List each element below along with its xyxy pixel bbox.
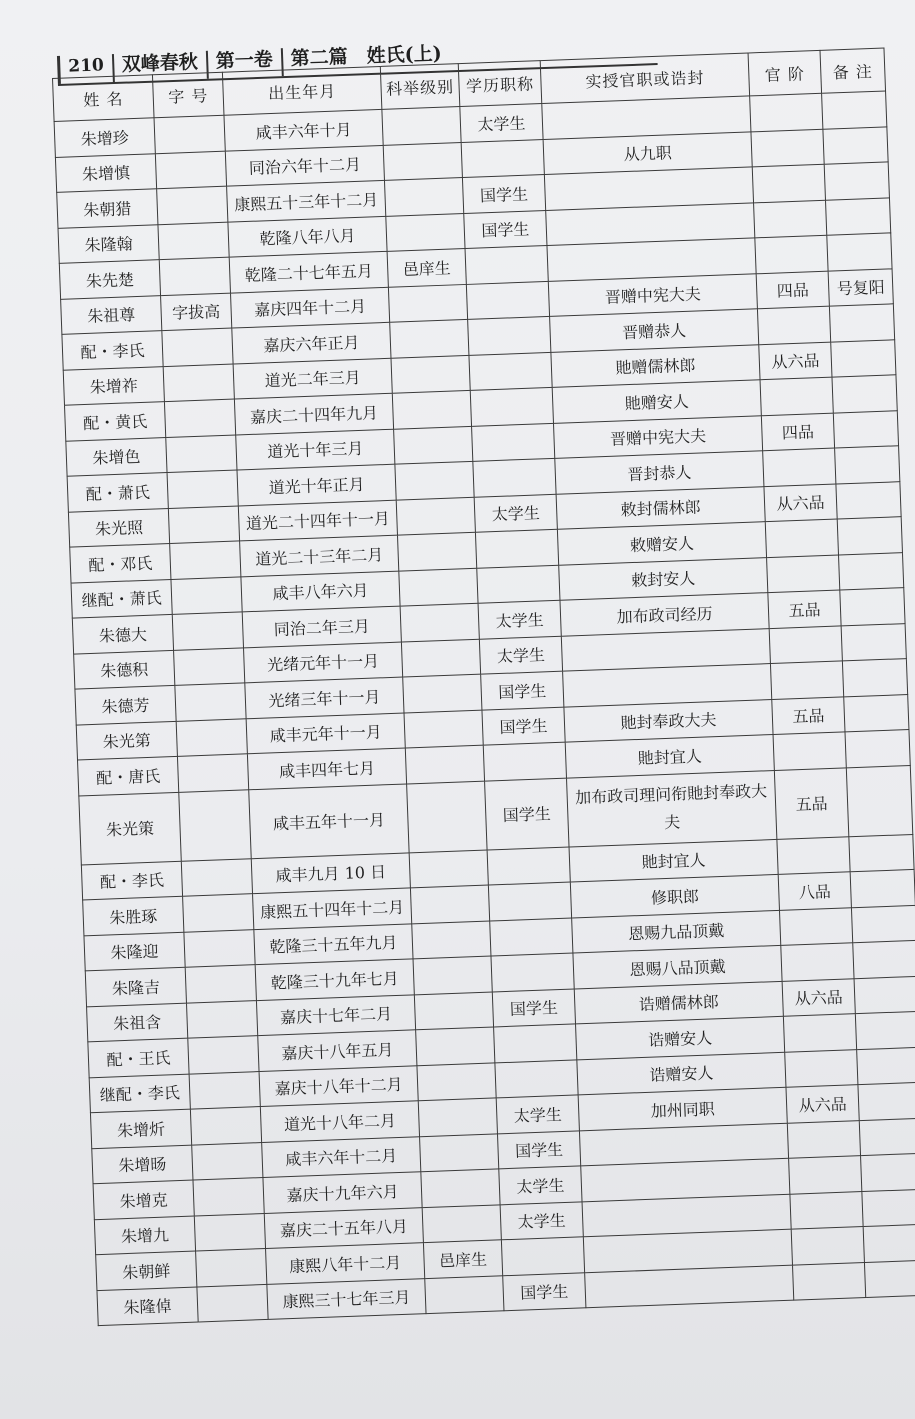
cell-birth: 咸丰六年十二月 (262, 1136, 421, 1177)
cell-name: 配・萧氏 (67, 473, 168, 512)
cell-birth: 乾隆三十五年九月 (254, 923, 413, 964)
cell-xueli (477, 565, 560, 603)
cell-guanjie: 五品 (772, 696, 845, 734)
cell-guanjie (757, 306, 830, 344)
cell-note: 号复阳 (828, 268, 893, 306)
cell-guanjie (767, 555, 840, 593)
cell-xueli: 太学生 (478, 600, 561, 638)
cell-note (838, 552, 903, 590)
cell-xueli (487, 847, 570, 885)
cell-name: 朱增珍 (54, 118, 155, 157)
cell-shishou: 敕封安人 (559, 557, 768, 600)
cell-zi (193, 1178, 264, 1216)
cell-keju: 邑庠生 (387, 248, 466, 286)
cell-guanjie (787, 1120, 860, 1158)
cell-birth: 道光十八年二月 (260, 1101, 419, 1142)
cell-zi (184, 929, 255, 967)
cell-guanjie (785, 1049, 858, 1087)
cell-name: 朱增色 (66, 437, 167, 476)
cell-xueli (483, 742, 566, 780)
cell-name: 朱朝鲜 (96, 1251, 197, 1290)
cell-zi (167, 470, 238, 508)
cell-shishou: 修职郎 (570, 874, 779, 917)
cell-note (859, 1118, 915, 1156)
cell-name: 配・李氏 (62, 331, 163, 370)
cell-name: 朱德芳 (75, 685, 176, 724)
cell-keju (407, 781, 487, 853)
col-header-xueli: 学历职称 (458, 61, 542, 107)
cell-note (825, 197, 890, 235)
cell-guanjie (777, 836, 850, 874)
cell-guanjie: 五品 (774, 767, 848, 839)
cell-xueli (491, 953, 574, 991)
cell-zi (175, 683, 246, 721)
cell-name: 朱先楚 (59, 260, 160, 299)
cell-zi (177, 754, 248, 792)
cell-guanjie: 五品 (768, 590, 841, 628)
cell-xueli (501, 1237, 584, 1275)
cell-keju (392, 390, 471, 428)
cell-note (842, 659, 907, 697)
cell-keju (394, 426, 473, 464)
cell-shishou (585, 1265, 794, 1308)
cell-guanjie (752, 164, 825, 202)
cell-guanjie (765, 519, 838, 557)
cell-guanjie: 从六品 (782, 978, 855, 1016)
cell-name: 朱朝猎 (57, 189, 158, 228)
cell-xueli: 国学生 (481, 671, 564, 709)
cell-name: 朱增炘 (90, 1109, 191, 1148)
cell-shishou: 加布政司经历 (560, 593, 769, 636)
cell-note (864, 1260, 915, 1298)
cell-zi (155, 151, 226, 189)
cell-name: 朱隆倬 (97, 1287, 198, 1326)
col-header-shishou: 实授官职或诰封 (540, 53, 749, 104)
col-header-guanjie: 官 阶 (748, 50, 822, 96)
chapter-label: 第二篇 姓氏(上) (280, 42, 450, 76)
cell-zi (168, 505, 239, 543)
cell-keju (405, 745, 484, 783)
cell-xueli (488, 882, 571, 920)
cell-note (861, 1153, 915, 1191)
cell-name: 配・黄氏 (65, 402, 166, 441)
cell-birth: 道光十年三月 (236, 429, 395, 470)
cell-zi (166, 435, 237, 473)
cell-keju (390, 319, 469, 357)
cell-name: 朱增祚 (63, 366, 164, 405)
cell-keju (383, 142, 462, 180)
cell-birth: 嘉庆十九年六月 (263, 1172, 422, 1213)
cell-keju (395, 461, 474, 499)
cell-keju (384, 178, 463, 216)
cell-zi (163, 364, 234, 402)
cell-note (855, 1011, 915, 1049)
cell-shishou: 晋赠中宪大夫 (548, 273, 757, 316)
cell-note (851, 905, 915, 943)
cell-keju (403, 674, 482, 712)
col-header-birth: 出生年月 (222, 66, 381, 115)
cell-guanjie (783, 1014, 856, 1052)
cell-guanjie (790, 1191, 863, 1229)
cell-shishou: 貤赠安人 (552, 380, 761, 423)
cell-guanjie (792, 1262, 865, 1300)
cell-keju (388, 284, 467, 322)
cell-name: 朱隆吉 (85, 967, 186, 1006)
col-header-zi: 字 号 (152, 72, 224, 118)
cell-note (863, 1224, 915, 1262)
cell-xueli (469, 352, 552, 390)
cell-guanjie (763, 448, 836, 486)
cell-birth: 乾隆二十七年五月 (229, 251, 388, 292)
cell-guanjie: 八品 (778, 872, 851, 910)
cell-zi (157, 186, 228, 224)
cell-shishou: 敕赠安人 (557, 522, 766, 565)
cell-zi (196, 1248, 267, 1286)
genealogy-table (52, 47, 915, 1326)
cell-keju (382, 107, 461, 145)
cell-shishou: 诰赠儒林郎 (574, 981, 783, 1024)
cell-note (836, 481, 901, 519)
cell-guanjie: 从六品 (764, 484, 837, 522)
cell-birth: 同治二年三月 (242, 606, 401, 647)
cell-guanjie (773, 732, 846, 770)
cell-guanjie (769, 625, 842, 663)
book-title: 双峰春秋 (111, 51, 206, 82)
cell-note (846, 765, 912, 836)
cell-birth: 咸丰九月 10 日 (251, 852, 410, 893)
cell-keju (391, 355, 470, 393)
cell-shishou: 貤赠儒林郎 (551, 344, 760, 387)
cell-birth: 道光二十三年二月 (240, 535, 399, 576)
cell-zi (190, 1107, 261, 1145)
cell-note (824, 162, 889, 200)
cell-note (840, 588, 905, 626)
cell-xueli (475, 529, 558, 567)
cell-birth: 康熙五十三年十二月 (227, 180, 386, 221)
cell-birth: 光绪三年十一月 (245, 677, 404, 718)
cell-name: 配・李氏 (81, 861, 182, 900)
cell-zi (179, 789, 251, 861)
cell-guanjie: 四品 (761, 413, 834, 451)
cell-keju (413, 956, 492, 994)
cell-note (854, 976, 915, 1014)
cell-note (822, 91, 887, 129)
cell-shishou: 从九职 (543, 131, 752, 174)
cell-name: 朱隆迎 (84, 932, 185, 971)
cell-keju (416, 1027, 495, 1065)
cell-birth: 嘉庆十八年五月 (258, 1030, 417, 1071)
cell-keju (412, 921, 491, 959)
cell-zi (170, 541, 241, 579)
cell-keju (421, 1169, 500, 1207)
cell-keju (410, 885, 489, 923)
cell-name: 配・唐氏 (78, 756, 179, 795)
cell-xueli (494, 1024, 577, 1062)
cell-name: 朱增九 (94, 1216, 195, 1255)
cell-keju (422, 1204, 501, 1242)
cell-zi (164, 399, 235, 437)
cell-keju (418, 1098, 497, 1136)
cell-guanjie (779, 907, 852, 945)
cell-guanjie (791, 1227, 864, 1265)
table-wrapper (52, 48, 915, 1398)
cell-birth: 康熙八年十二月 (266, 1243, 425, 1284)
cell-xueli (461, 139, 544, 177)
cell-note (829, 304, 894, 342)
cell-keju (414, 991, 493, 1029)
cell-zi (194, 1213, 265, 1251)
cell-guanjie (760, 377, 833, 415)
cell-guanjie (750, 93, 823, 131)
cell-birth: 嘉庆六年正月 (232, 322, 391, 363)
cell-shishou: 敕封儒林郎 (556, 486, 765, 529)
col-header-keju: 科举级别 (380, 64, 460, 110)
cell-note (853, 940, 915, 978)
cell-xueli: 国学生 (497, 1130, 580, 1168)
cell-name: 朱光第 (76, 721, 177, 760)
cell-birth: 咸丰元年十一月 (246, 713, 405, 754)
col-header-note: 备 注 (820, 48, 886, 93)
cell-shishou: 貤封奉政大夫 (564, 699, 773, 742)
cell-zi (172, 612, 243, 650)
cell-name: 朱祖尊 (61, 295, 162, 334)
cell-birth: 光绪元年十一月 (243, 642, 402, 683)
cell-xueli (495, 1059, 578, 1097)
cell-birth: 道光二年三月 (233, 358, 392, 399)
cell-shishou: 诰赠安人 (577, 1052, 786, 1095)
col-header-name: 姓 名 (53, 75, 155, 122)
cell-name: 朱增克 (93, 1180, 194, 1219)
volume-label: 第一卷 (205, 48, 281, 79)
cell-name: 朱胜琢 (83, 896, 184, 935)
cell-xueli: 国学生 (485, 778, 569, 850)
cell-birth: 乾隆八年八月 (228, 216, 387, 257)
cell-note (837, 517, 902, 555)
cell-shishou: 晋赠恭人 (550, 309, 759, 352)
cell-shishou: 加布政司理问衔貤封奉政大夫 (566, 770, 776, 847)
cell-note (849, 834, 914, 872)
cell-xueli (490, 918, 573, 956)
cell-xueli: 太学生 (499, 1166, 582, 1204)
cell-note (850, 869, 915, 907)
cell-birth: 嘉庆二十四年九月 (234, 393, 393, 434)
cell-zi (186, 1000, 257, 1038)
cell-keju (417, 1062, 496, 1100)
cell-zi: 字拔高 (161, 293, 232, 331)
cell-keju (404, 710, 483, 748)
cell-xueli: 国学生 (503, 1272, 586, 1310)
cell-birth: 乾隆三十九年七月 (255, 959, 414, 1000)
cell-keju (386, 213, 465, 251)
cell-birth: 嘉庆二十五年八月 (264, 1207, 423, 1248)
cell-zi (197, 1284, 268, 1322)
cell-xueli: 国学生 (492, 988, 575, 1026)
cell-shishou: 诰赠安人 (576, 1016, 785, 1059)
cell-keju (399, 568, 478, 606)
cell-guanjie (789, 1156, 862, 1194)
cell-name: 配・王氏 (88, 1038, 189, 1077)
cell-zi (162, 328, 233, 366)
cell-shishou: 晋封恭人 (555, 451, 764, 494)
cell-note (827, 233, 892, 271)
cell-xueli (472, 423, 555, 461)
cell-name: 朱增旸 (92, 1145, 193, 1184)
cell-xueli (466, 281, 549, 319)
cell-xueli (468, 316, 551, 354)
cell-guanjie (755, 235, 828, 273)
cell-name: 朱德积 (74, 650, 175, 689)
cell-birth: 康熙五十四年十二月 (253, 888, 412, 929)
cell-guanjie (754, 200, 827, 238)
cell-zi (154, 115, 225, 153)
cell-xueli (465, 245, 548, 283)
cell-zi (176, 718, 247, 756)
cell-xueli: 国学生 (462, 175, 545, 213)
cell-note (841, 623, 906, 661)
cell-note (857, 1047, 915, 1085)
cell-birth: 嘉庆十八年十二月 (259, 1065, 418, 1106)
cell-guanjie: 四品 (756, 271, 829, 309)
cell-birth: 咸丰六年十月 (224, 109, 383, 150)
cell-guanjie (770, 661, 843, 699)
cell-guanjie (781, 943, 854, 981)
cell-zi (183, 894, 254, 932)
cell-note (832, 375, 897, 413)
cell-name: 配・邓氏 (70, 544, 171, 583)
cell-zi (174, 647, 245, 685)
cell-xueli: 国学生 (482, 707, 565, 745)
cell-xueli: 国学生 (464, 210, 547, 248)
cell-birth: 嘉庆十七年二月 (256, 994, 415, 1035)
cell-shishou: 貤封宜人 (565, 735, 774, 778)
cell-shishou: 恩赐九品顶戴 (572, 910, 781, 953)
cell-guanjie: 从六品 (786, 1085, 859, 1123)
cell-xueli (470, 387, 553, 425)
cell-zi (188, 1036, 259, 1074)
page-number: 210 (57, 54, 112, 84)
cell-zi (159, 257, 230, 295)
cell-xueli: 太学生 (460, 104, 543, 142)
cell-birth: 咸丰八年六月 (241, 571, 400, 612)
cell-name: 朱德大 (72, 614, 173, 653)
cell-shishou: 加州同职 (578, 1087, 787, 1130)
cell-name: 朱光照 (68, 508, 169, 547)
cell-birth: 咸丰四年七月 (247, 748, 406, 789)
cell-note (858, 1082, 915, 1120)
cell-xueli: 太学生 (496, 1095, 579, 1133)
cell-name: 朱隆翰 (58, 224, 159, 263)
cell-zi (192, 1142, 263, 1180)
cell-birth: 咸丰五年十一月 (249, 783, 409, 858)
cell-keju (409, 850, 488, 888)
cell-note (833, 410, 898, 448)
cell-guanjie (751, 129, 824, 167)
cell-zi (185, 965, 256, 1003)
cell-keju (397, 532, 476, 570)
cell-xueli: 太学生 (500, 1201, 583, 1239)
cell-birth: 同治六年十二月 (225, 145, 384, 186)
cell-shishou: 貤封宜人 (569, 839, 778, 882)
cell-zi (181, 858, 252, 896)
cell-keju (400, 603, 479, 641)
cell-name: 继配・李氏 (89, 1074, 190, 1113)
cell-guanjie: 从六品 (759, 342, 832, 380)
cell-name: 朱光策 (79, 792, 181, 865)
cell-xueli: 太学生 (479, 636, 562, 674)
cell-shishou: 恩赐八品顶戴 (573, 945, 782, 988)
cell-zi (158, 222, 229, 260)
cell-birth: 道光十年正月 (237, 464, 396, 505)
cell-note (845, 730, 910, 768)
cell-name: 继配・萧氏 (71, 579, 172, 618)
cell-note (835, 446, 900, 484)
cell-keju (420, 1133, 499, 1171)
cell-note (844, 694, 909, 732)
cell-name: 朱增慎 (55, 153, 156, 192)
cell-note (862, 1189, 915, 1227)
table-body (54, 91, 915, 1326)
cell-birth: 康熙三十七年三月 (267, 1278, 426, 1319)
cell-xueli: 太学生 (474, 494, 557, 532)
cell-keju (396, 497, 475, 535)
cell-zi (189, 1071, 260, 1109)
cell-name: 朱祖含 (87, 1003, 188, 1042)
cell-note (823, 126, 888, 164)
cell-shishou: 晋赠中宪大夫 (553, 415, 762, 458)
cell-keju (401, 639, 480, 677)
cell-note (831, 339, 896, 377)
cell-zi (171, 576, 242, 614)
cell-birth: 嘉庆四年十二月 (230, 287, 389, 328)
cell-xueli (473, 458, 556, 496)
cell-birth: 道光二十四年十一月 (238, 500, 397, 541)
cell-keju (425, 1275, 504, 1313)
cell-keju: 邑庠生 (423, 1240, 502, 1278)
